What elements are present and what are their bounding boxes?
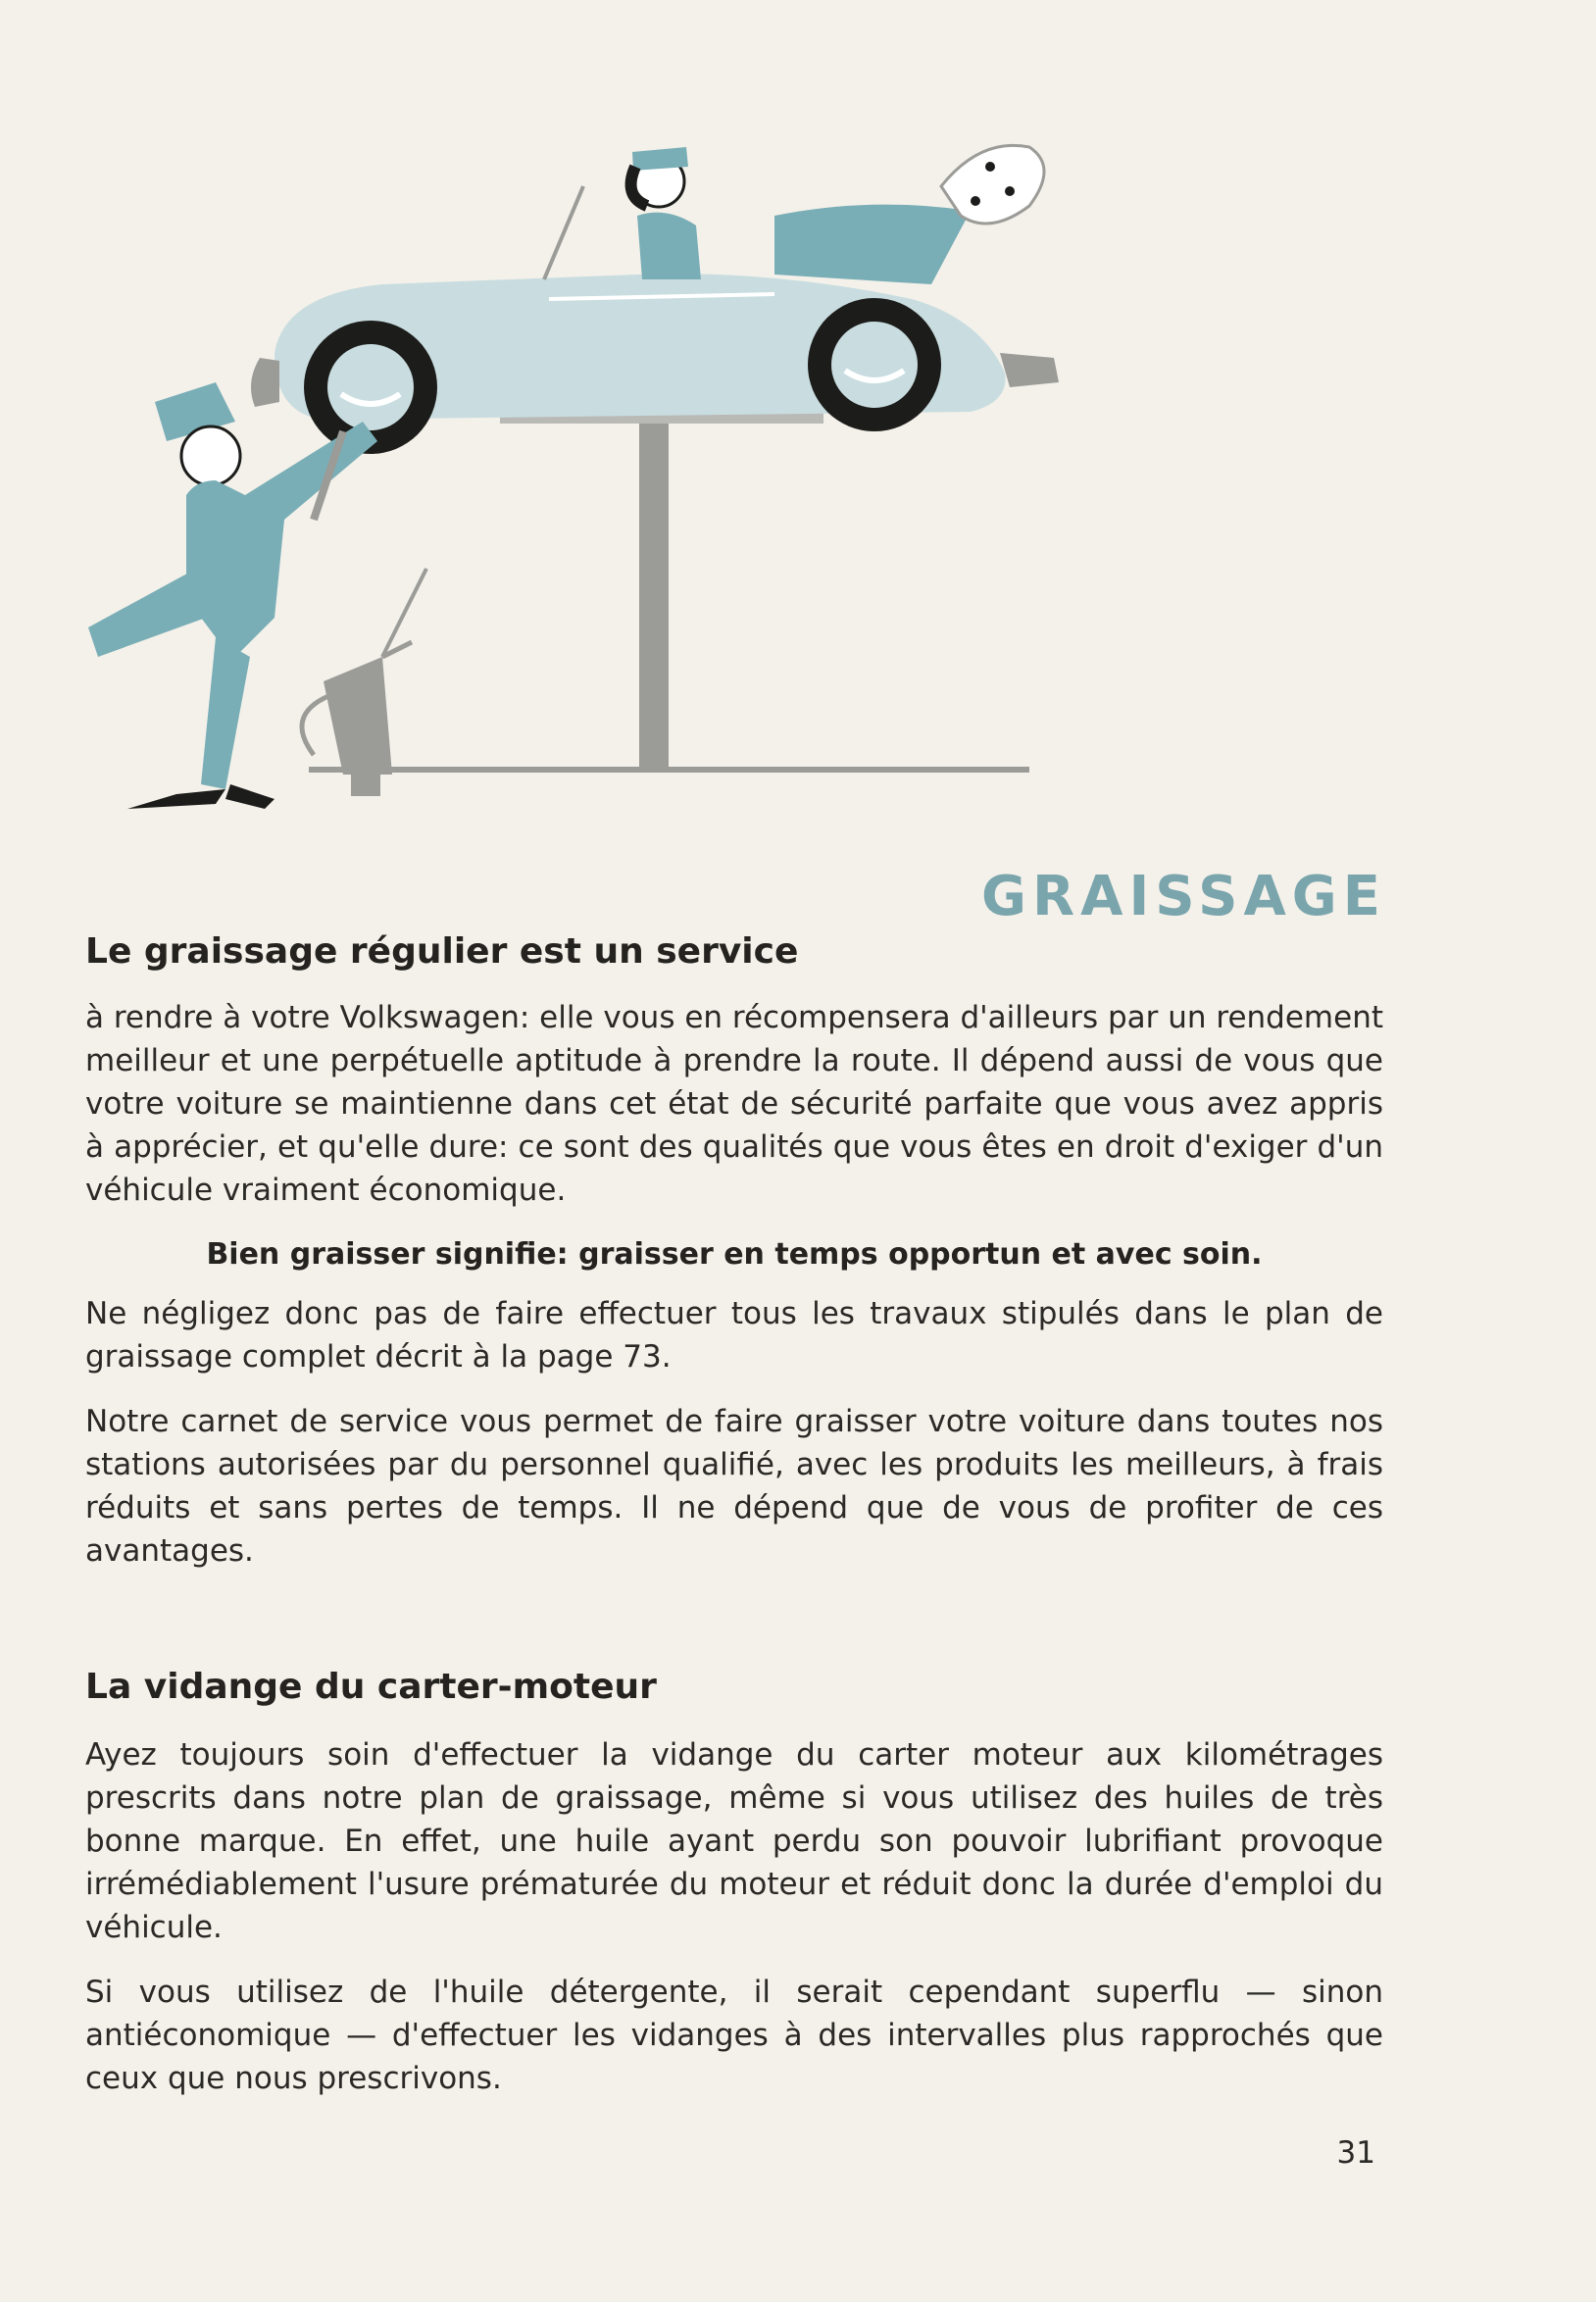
paragraph-vidange: Ayez toujours soin d'effectuer la vidange du carter moteur aux kilométrages prescrits dans notre plan de graissage, même si vous utilisez des huiles de très bonne marque. En effet, une huile ayant perdu son pouvoir lubrifiant provoque irrémédiablement l'usure prématurée du moteur et réduit donc la durée d'emploi du véhicule.: [85, 1737, 1383, 1945]
paragraph-intro: à rendre à votre Volkswagen: elle vous en récompensera d'ailleurs par un rendement meilleur et une perpétuelle aptitude à prendre la route. Il dépend aussi de vous que votre voiture se maintienne dans cet état de sécurité parfaite que vous avez appris à apprécier, et qu'elle dure: ce sont des qualités que vous êtes en droit d'exiger d'un véhicule vraiment économique.: [85, 1000, 1383, 1208]
section-heading-graissage: Le graissage régulier est un service: [85, 931, 799, 972]
paragraph-plan: Ne négligez donc pas de faire effectuer tous les travaux stipulés dans le plan de graissage complet décrit à la page 73.: [85, 1296, 1383, 1375]
paragraph-carnet: Notre carnet de service vous permet de faire graisser votre voiture dans toutes nos stations autorisées par du personnel qualifié, avec les produits les meilleurs, à frais réduits et sans pertes de temps. Il ne dépend que de vous de profiter de ces avantages.: [85, 1404, 1383, 1569]
page-number: 31: [1336, 2135, 1375, 2171]
car-on-lift-illustration: [88, 108, 1069, 814]
section-title: GRAISSAGE: [981, 865, 1386, 928]
paragraph-detergente: Si vous utilisez de l'huile détergente, il serait cependant superflu — sinon antiéconomique — d'effectuer les vidanges à des intervalles plus rapprochés que ceux que nous prescrivons.: [85, 1975, 1383, 2096]
section-heading-vidange: La vidange du carter-moteur: [85, 1667, 657, 1707]
emphasis-line: Bien graisser signifie: graisser en temps opportun et avec soin.: [206, 1237, 1263, 1272]
